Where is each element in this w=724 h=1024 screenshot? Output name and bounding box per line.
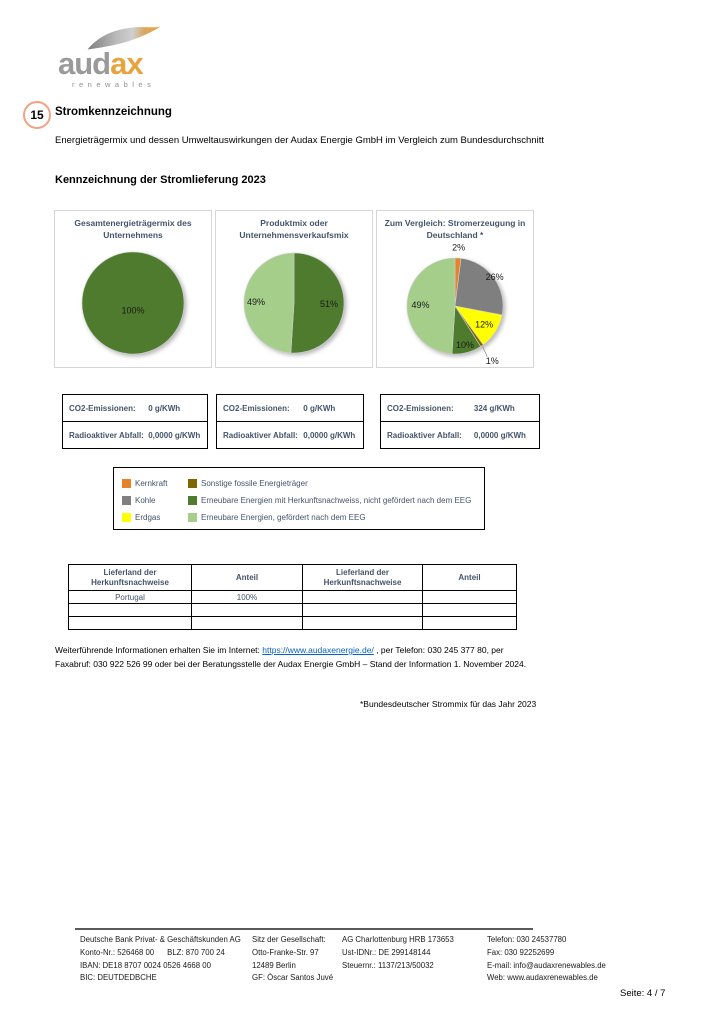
row-label: CO2-Emissionen: — [69, 403, 136, 413]
cell-country — [303, 604, 423, 617]
pie-chart-company-mix — [55, 248, 211, 366]
row-value: 0,0000 g/KWh — [148, 430, 201, 440]
charts-heading: Kennzeichnung der Stromlieferung 2023 — [55, 174, 266, 186]
table-row — [63, 395, 207, 421]
chart-title: Zum Vergleich: Stromerzeugung in Deutschland * — [384, 218, 526, 240]
info-link[interactable]: https://www.audaxenergie.de/ — [262, 645, 374, 655]
footer-line: E-mail: info@audaxrenewables.de — [487, 960, 606, 970]
emissions-table-product — [216, 394, 364, 449]
table-row — [69, 591, 517, 604]
charts-row — [54, 210, 534, 368]
table-row — [69, 604, 517, 617]
row-value: 324 g/KWh — [473, 403, 515, 413]
info-paragraph — [55, 644, 537, 671]
svg-text:2%: 2% — [452, 242, 466, 253]
footer-line: Sitz der Gesellschaft: — [252, 935, 326, 944]
brand-text — [58, 46, 178, 81]
energy-legend — [113, 467, 485, 530]
cell-country: Portugal — [69, 591, 192, 604]
cell-country — [69, 617, 192, 630]
legend-label: Kohle — [135, 496, 156, 505]
footer-line: Ust-IDNr.: DE 299148144 — [342, 947, 431, 957]
chart-card-company-mix — [54, 210, 212, 368]
intro-text: Energieträgermix und dessen Umweltauswirkungen der Audax Energie GmbH im Vergleich zum Bundesdurchschnitt — [55, 135, 544, 146]
legend-item-kernkraft — [122, 475, 188, 492]
row-label: Radioaktiver Abfall: — [69, 430, 144, 440]
table-row — [217, 395, 363, 421]
legend-item-erneuerbar-eeg — [188, 509, 484, 526]
table-row — [69, 617, 517, 630]
cell-share: 100% — [192, 591, 303, 604]
legend-label: Erneubare Energien, gefördert nach dem EEG — [201, 513, 366, 522]
footer-divider — [75, 928, 533, 930]
chart-card-product-mix — [215, 210, 373, 368]
info-text: , per Telefon: 030 245 377 80, per Faxabruf: 030 922 526 99 oder bei der Beratungsstelle der Audax Energie GmbH – Stand der Information 1. November 2024. — [55, 645, 527, 669]
legend-label: Sonstige fossile Energieträger — [201, 479, 308, 488]
legend-label: Kernkraft — [135, 479, 168, 488]
footer-line: GF: Òscar Santos Juvé — [252, 973, 334, 983]
emissions-table-germany — [380, 394, 540, 449]
table-row — [381, 421, 539, 448]
footer-column-contact — [487, 934, 606, 985]
row-value: 0 g/KWh — [303, 403, 336, 413]
cell-country — [69, 604, 192, 617]
row-label: Radioaktiver Abfall: — [387, 430, 462, 440]
color-swatch — [122, 479, 131, 488]
cell-share — [423, 617, 517, 630]
footer-line: Fax: 030 92252699 — [487, 947, 555, 957]
footnote: *Bundesdeutscher Strommix für das Jahr 2023 — [360, 699, 537, 709]
column-header: Lieferland der Herkunftsnachweise — [303, 565, 423, 591]
chart-title: Produktmix oder Unternehmensverkaufsmix — [239, 218, 349, 240]
footer-line: 12489 Berlin — [252, 960, 296, 970]
pie-chart-product-mix — [216, 248, 372, 366]
table-row — [217, 421, 363, 448]
legend-item-sonstige — [188, 475, 484, 492]
svg-text:51%: 51% — [319, 299, 338, 310]
cell-share — [423, 604, 517, 617]
cell-country — [303, 591, 423, 604]
svg-text:12%: 12% — [475, 319, 494, 330]
footer-line: BIC: DEUTDEDBCHE — [80, 973, 157, 983]
table-header-row — [69, 565, 517, 591]
svg-text:49%: 49% — [411, 299, 430, 310]
row-value: 0,0000 g/KWh — [473, 430, 526, 440]
footer-line: Telefon: 030 24537780 — [487, 935, 567, 944]
svg-text:26%: 26% — [485, 272, 504, 283]
logo-tagline: renewables — [72, 80, 156, 89]
brand-gray-part: aud — [58, 46, 111, 81]
color-swatch — [122, 513, 131, 522]
svg-text:100%: 100% — [121, 305, 145, 316]
svg-text:1%: 1% — [485, 355, 499, 366]
page-number: Seite: 4 / 7 — [620, 988, 666, 999]
footer-column-bank — [80, 934, 241, 985]
cell-share — [192, 604, 303, 617]
table-row — [63, 421, 207, 448]
footer-line: IBAN: DE18 8707 0024 0526 4668 00 — [80, 960, 211, 970]
color-swatch — [188, 479, 197, 488]
emissions-table-company — [62, 394, 208, 449]
footer-column-address — [252, 934, 333, 985]
legend-label: Erneubare Energien mit Herkunftsnachweiss, nicht gefördert nach dem EEG — [201, 496, 472, 505]
legend-item-kohle — [122, 492, 188, 509]
footer-column-registry — [342, 934, 454, 972]
footer-line: Steuernr.: 1137/213/50032 — [342, 960, 434, 970]
row-value: 0,0000 g/KWh — [303, 430, 356, 440]
footer-line: Otto-Franke-Str. 97 — [252, 947, 319, 957]
legend-item-erneuerbar-hn — [188, 492, 484, 509]
row-value: 0 g/KWh — [148, 403, 181, 413]
cell-country — [303, 617, 423, 630]
column-header: Anteil — [423, 565, 517, 591]
footer-line: AG Charlottenburg HRB 173653 — [342, 935, 454, 944]
chart-card-germany-mix — [376, 210, 534, 368]
legend-label: Erdgas — [135, 513, 161, 522]
origin-table — [68, 564, 517, 630]
color-swatch — [122, 496, 131, 505]
svg-text:10%: 10% — [456, 340, 475, 351]
footer-line: Konto-Nr.: 526468 00 BLZ: 870 700 24 — [80, 947, 225, 957]
cell-share — [423, 591, 517, 604]
column-header: Anteil — [192, 565, 303, 591]
svg-text:49%: 49% — [247, 296, 266, 307]
row-label: CO2-Emissionen: — [223, 403, 290, 413]
audax-logo — [58, 26, 178, 89]
chart-title: Gesamtenergieträgermix des Unternehmens — [74, 218, 192, 240]
color-swatch — [188, 496, 197, 505]
legend-item-erdgas — [122, 509, 188, 526]
info-text: Weiterführende Informationen erhalten Sie im Internet: — [55, 645, 263, 655]
column-header: Lieferland der Herkunftsnachweise — [69, 565, 192, 591]
table-row — [381, 395, 539, 421]
row-label: Radioaktiver Abfall: — [223, 430, 298, 440]
row-label: CO2-Emissionen: — [387, 403, 454, 413]
pie-chart-germany-mix — [377, 242, 533, 366]
footer-line: Web: www.audaxrenewables.de — [487, 973, 598, 983]
cell-share — [192, 617, 303, 630]
brand-orange-part: ax — [110, 46, 143, 81]
section-number-badge: 15 — [23, 101, 51, 129]
color-swatch — [188, 513, 197, 522]
footer-line: Deutsche Bank Privat- & Geschäftskunden AG — [80, 935, 241, 944]
section-title: Stromkennzeichnung — [55, 106, 172, 118]
